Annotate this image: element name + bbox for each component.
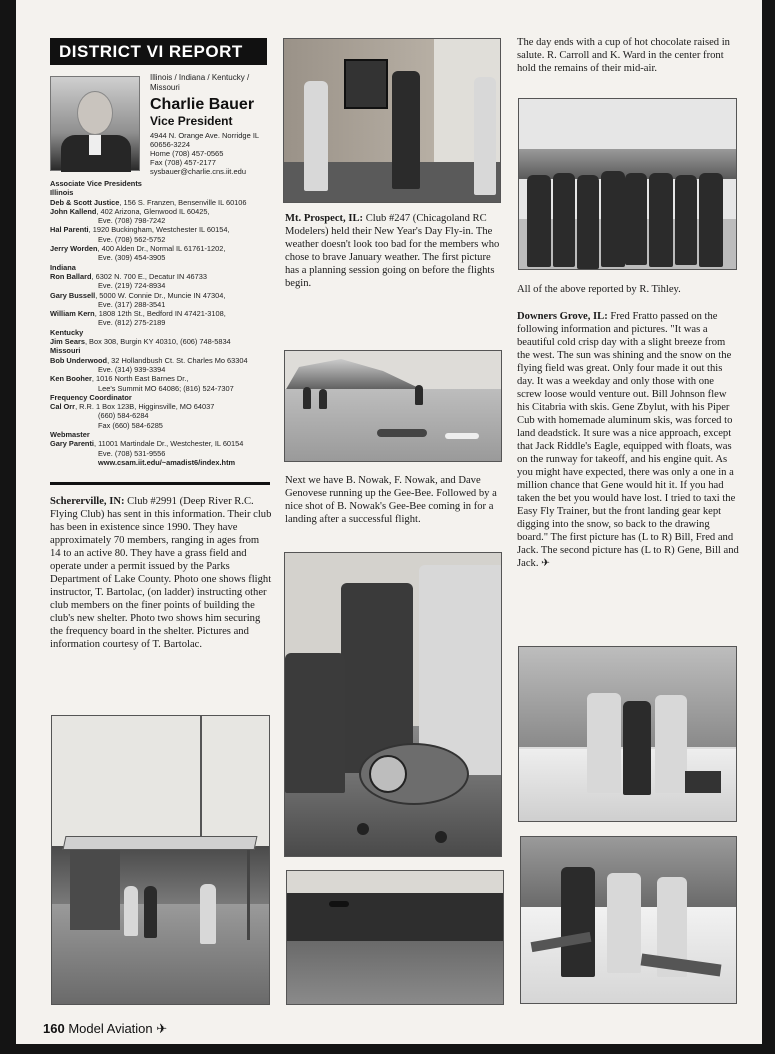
contact-email: sysbauer@charlie.cns.iit.edu — [150, 167, 246, 176]
avp-person-detail: Fax (660) 584-6285 — [98, 420, 163, 430]
avp-person-name: John Kallend — [50, 206, 97, 216]
avp-person-name: Gary Parenti — [50, 439, 94, 449]
avp-person-detail: Lee's Summit MO 64086; (816) 524-7307 — [98, 383, 234, 393]
photo-schererville-shelter — [51, 715, 270, 1005]
avp-person-detail: Eve. (219) 724-8934 — [98, 281, 166, 291]
avp-entry — [50, 253, 275, 262]
section-divider — [50, 482, 270, 485]
avp-entry — [50, 402, 275, 411]
avp-person-name: Jerry Worden — [50, 244, 98, 254]
avp-person-name: Hal Parenti — [50, 225, 89, 235]
gee-bee-article: Next we have B. Nowak, F. Nowak, and Dave Genovese running up the Gee-Bee. Followed by a nice shot of B. Nowak's Gee-Bee coming in for a landing after a successful flight. — [285, 475, 497, 525]
avp-person-detail: , 32 Hollandbush Ct. St. Charles Mo 63304 — [107, 355, 248, 365]
avp-entry — [50, 374, 275, 383]
avp-person-detail: , R.R. 1 Box 123B, Higginsville, MO 64037 — [75, 402, 215, 412]
hot-chocolate-caption: The day ends with a cup of hot chocolate raised in salute. R. Carroll and K. Ward in the center front hold the remains of their mid-air. — [517, 37, 730, 74]
schererville-article — [50, 495, 272, 651]
avp-person-detail: , 5000 W. Connie Dr., Muncie IN 47304, — [95, 290, 226, 300]
avp-entry — [50, 309, 275, 318]
page-number: 160 — [43, 1021, 65, 1036]
mt-prospect-article — [285, 212, 505, 290]
avp-person-name: Ken Booher — [50, 374, 92, 384]
avp-person-name: Jim Sears — [50, 337, 85, 347]
avp-entry — [50, 235, 275, 244]
avp-person-name: Deb & Scott Justice — [50, 197, 120, 207]
avp-person-detail: , 400 Alden Dr., Normal IL 61761-1202, — [97, 244, 226, 254]
avp-lines — [50, 188, 275, 467]
avp-person-detail: , 156 S. Franzen, Bensenville IL 60106 — [119, 197, 247, 207]
avp-person-detail: , 11001 Martindale Dr., Westchester, IL 60154 — [93, 439, 244, 449]
airplane-icon: ✈ — [156, 1021, 168, 1036]
photo-gee-bee-runup — [284, 552, 502, 857]
avp-person-detail: , 6302 N. 700 E., Decatur IN 46733 — [91, 271, 207, 281]
contact-fax: Fax (708) 457-2177 — [150, 158, 216, 167]
avp-person-name: Cal Orr — [50, 402, 76, 412]
downers-grove-lead: Downers Grove, IL: — [517, 311, 608, 322]
avp-entry — [50, 318, 275, 327]
contact-address: 4944 N. Orange Ave. Norridge IL 60656-3224 — [150, 131, 259, 149]
avp-person-detail: www.csam.iit.edu/~amadist6/index.htm — [98, 457, 236, 467]
photo-gee-bee-landing — [286, 870, 504, 1005]
avp-entry — [50, 281, 275, 290]
avp-state-heading: Illinois — [50, 188, 74, 198]
avp-entry — [50, 421, 275, 430]
vp-name: Charlie Bauer — [150, 96, 255, 113]
avp-state-heading: Kentucky — [50, 327, 84, 337]
vp-role: Vice President — [150, 114, 233, 128]
avp-person-detail: Eve. (708) 531-9556 — [98, 448, 166, 458]
district-banner: DISTRICT VI REPORT — [50, 38, 267, 65]
avp-person-name: Bob Underwood — [50, 355, 108, 365]
avp-person-name: Gary Bussell — [50, 290, 96, 300]
avp-person-detail: Eve. (708) 562-5752 — [98, 234, 166, 244]
avp-person-detail: (660) 584-6284 — [98, 411, 149, 421]
photo-hot-chocolate — [518, 98, 737, 270]
mt-prospect-lead: Mt. Prospect, IL: — [285, 213, 364, 224]
avp-entry — [50, 411, 275, 420]
downers-grove-body: Fred Fratto passed on the following information and pictures. "It was a beautiful cold crisp day with a slight breeze from the west. The sun was shining and the snow on the flying field was great. Only four made it out this day. It was a weekday and only those with one screw loose would venture out. Bill Johnson flew his Citabria with skis. Gene Zbylut, with his Piper Cub with homemade aluminum skis, was forced to land deadstick. It sure was a nice approach, except that Jack Riddle's Eagle, equipped with floats, was on the runway for takeoff, and his engine quit. As you might have expected, there was only a one in a million chance that Gene would hit it. If you had taken the bet you would have lost. I tried to taxi the Easy Fly Trainer, but the front landing gear kept digging into the snow, so back to the drawing board." The first picture has (L to R) Bill, Fred and Jack. The second picture has (L to R) Gene, Bill and Jack. ✈ — [517, 311, 739, 569]
avp-person-detail: , 1920 Buckingham, Westchester IL 60154, — [88, 225, 230, 235]
vp-contact — [150, 131, 274, 176]
avp-entry — [50, 272, 275, 281]
reported-by: All of the above reported by R. Tihley. — [517, 284, 681, 295]
photo-frequency-board — [283, 38, 501, 203]
avp-person-detail: Eve. (309) 454-3905 — [98, 253, 166, 263]
avp-person-detail: Eve. (317) 288-3541 — [98, 299, 166, 309]
avp-person-detail: Eve. (708) 798-7242 — [98, 216, 166, 226]
magazine-page — [16, 0, 762, 1044]
avp-entry — [50, 356, 275, 365]
avp-person-detail: Eve. (812) 275-2189 — [98, 318, 166, 328]
avp-entry — [50, 365, 275, 374]
schererville-body: Club #2991 (Deep River R.C. Flying Club) has sent in this information. Their club has been in existence since 1990. They have approximately 70 members, ranging in ages from 14 to an active 80. They have a grass field and operate under a permit issued by the Parks Department of Lake County. Photo one shows flight instructor, T. Bartolac, (on ladder) instructing other club members on the finer points of building the club's new shelter. Photo two shows him securing the frequency board in the shelter. Pictures and information courtesy of T. Bartolac. — [50, 496, 272, 650]
avp-entry — [50, 216, 275, 225]
avp-entry — [50, 291, 275, 300]
avp-entry — [50, 458, 275, 467]
contact-home: Home (708) 457-0565 — [150, 149, 224, 158]
avp-title: Associate Vice Presidents — [50, 179, 142, 188]
avp-person-name: Ron Ballard — [50, 271, 92, 281]
avp-entry — [50, 449, 275, 458]
mt-prospect-body: Club #247 (Chicagoland RC Modelers) held their New Year's Day Fly-in. The weather doesn't look too bad for the members who chose to brave January weather. The first picture has a planning session going on before the flights begin. — [285, 213, 500, 289]
avp-person-detail: , Box 308, Burgin KY 40310, (606) 748-5834 — [84, 337, 231, 347]
avp-entry — [50, 337, 275, 346]
avp-person-name: William Kern — [50, 309, 95, 319]
avp-state-heading: Webmaster — [50, 430, 90, 440]
schererville-lead: Schererville, IN: — [50, 496, 125, 507]
photo-planning-session — [284, 350, 502, 462]
downers-grove-article — [517, 310, 739, 570]
avp-entry — [50, 225, 275, 234]
district-states: Illinois / Indiana / Kentucky / Missouri — [150, 73, 250, 92]
avp-person-detail: Eve. (314) 939-3394 — [98, 364, 166, 374]
avp-person-detail: , 1016 North East Barnes Dr., — [91, 374, 189, 384]
avp-state-heading: Frequency Coordinator — [50, 392, 132, 402]
avp-entry — [50, 198, 275, 207]
photo-bill-fred-jack — [518, 646, 737, 822]
magazine-name: Model Aviation — [68, 1021, 153, 1036]
avp-state-heading: Indiana — [50, 262, 76, 272]
avp-entry — [50, 384, 275, 393]
avp-entry — [50, 439, 275, 448]
photo-gene-bill-jack — [520, 836, 737, 1004]
avp-person-detail: , 1808 12th St., Bedford IN 47421-3108, — [94, 309, 226, 319]
vice-president-portrait — [50, 76, 140, 171]
avp-entry — [50, 207, 275, 216]
associate-vp-list — [50, 179, 275, 467]
avp-state-heading: Missouri — [50, 346, 81, 356]
page-footer — [43, 1021, 167, 1037]
avp-entry — [50, 300, 275, 309]
avp-entry — [50, 244, 275, 253]
avp-person-detail: , 402 Arizona, Glenwood IL 60425, — [96, 206, 210, 216]
